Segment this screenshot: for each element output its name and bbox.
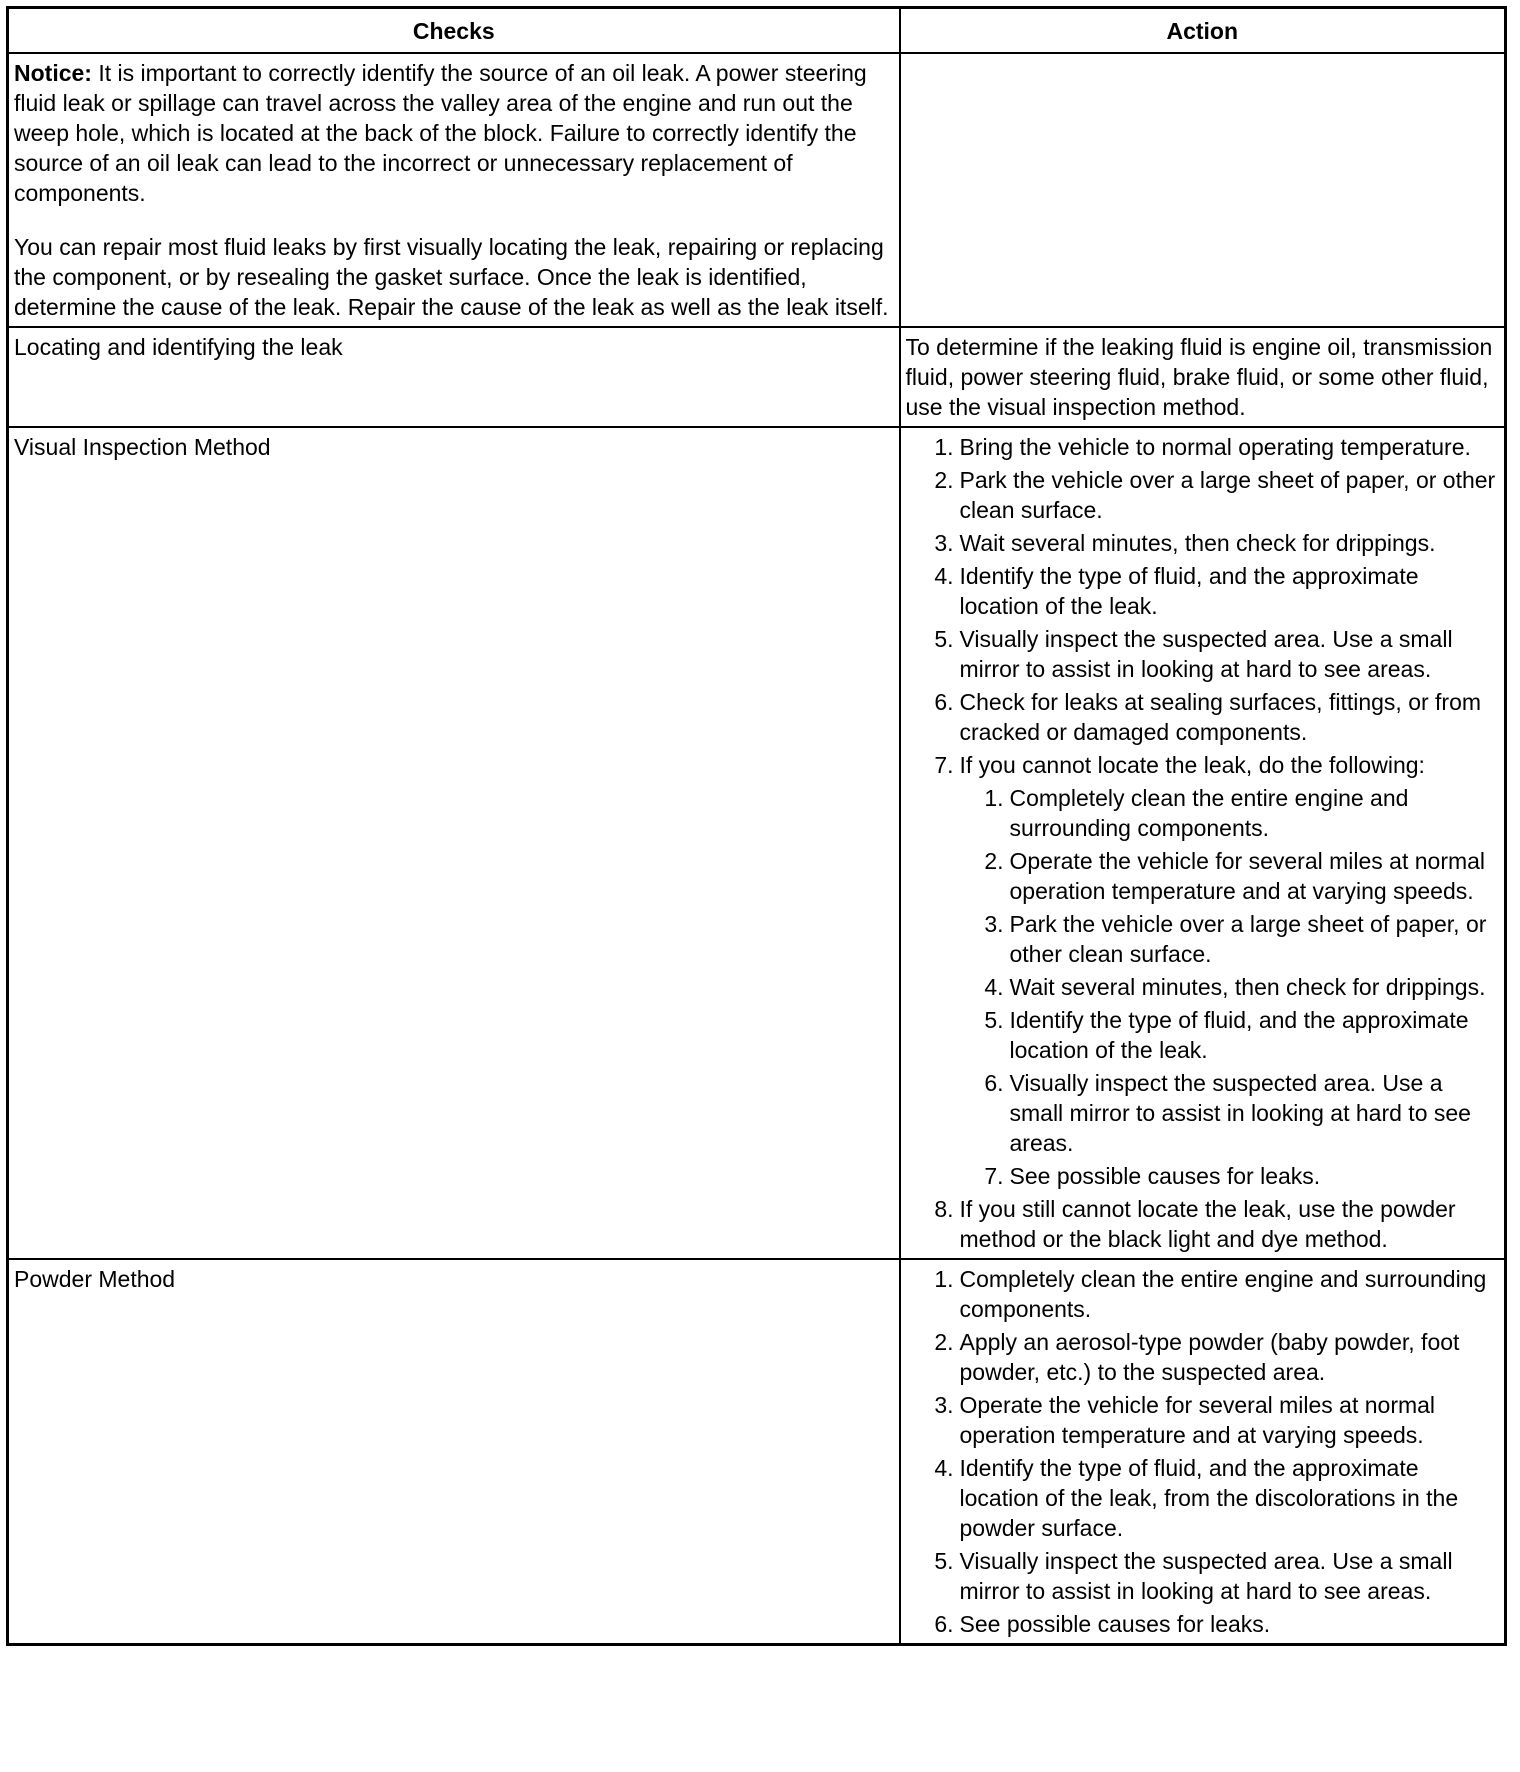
notice-label: Notice:: [14, 60, 92, 86]
step-text: If you still cannot locate the leak, use the powder method or the black light and dye method.: [959, 1196, 1456, 1252]
list-item: [906, 1390, 1500, 1450]
step-number: 2.: [934, 1329, 954, 1355]
step-text: If you cannot locate the leak, do the following:: [959, 752, 1425, 778]
substep-number: 2.: [984, 848, 1004, 874]
step-text: Operate the vehicle for several miles at normal operation temperature and at varying speeds.: [959, 1392, 1436, 1448]
step-number: 1.: [934, 434, 954, 460]
step-number: 7.: [934, 752, 954, 778]
substep-text: Identify the type of fluid, and the approximate location of the leak.: [1009, 1007, 1469, 1063]
step-text: See possible causes for leaks.: [959, 1611, 1271, 1637]
step-text: Identify the type of fluid, and the approximate location of the leak, from the discolorations in the powder surface.: [959, 1455, 1459, 1541]
step-number: 8.: [934, 1196, 954, 1222]
table-row-locating: [8, 327, 1506, 427]
step-text: Wait several minutes, then check for drippings.: [959, 530, 1436, 556]
list-item: [906, 1453, 1500, 1543]
step-text: Check for leaks at sealing surfaces, fittings, or from cracked or damaged components.: [959, 689, 1482, 745]
step-number: 3.: [934, 530, 954, 556]
visual-steps-list: [906, 432, 1500, 1254]
list-item: [960, 1068, 1500, 1158]
list-item: [906, 465, 1500, 525]
step-number: 3.: [934, 1392, 954, 1418]
list-item: [906, 528, 1500, 558]
table-header-row: [8, 8, 1506, 54]
powder-steps-list: [906, 1264, 1500, 1639]
header-checks: Checks: [8, 8, 900, 54]
step-text: Park the vehicle over a large sheet of paper, or other clean surface.: [959, 467, 1496, 523]
step-text: Bring the vehicle to normal operating temperature.: [959, 434, 1471, 460]
substep-text: Wait several minutes, then check for drippings.: [1009, 974, 1486, 1000]
list-item: [960, 1161, 1500, 1191]
visual-action: [900, 427, 1506, 1259]
substep-number: 6.: [984, 1070, 1004, 1096]
list-item: [906, 1327, 1500, 1387]
step-text: Apply an aerosol-type powder (baby powder, foot powder, etc.) to the suspected area.: [959, 1329, 1460, 1385]
step-text: Visually inspect the suspected area. Use a small mirror to assist in looking at hard to see areas.: [959, 626, 1453, 682]
list-item: [960, 972, 1500, 1002]
table-row-notice: [8, 53, 1506, 327]
visual-substeps-list: [960, 783, 1500, 1191]
powder-action: [900, 1259, 1506, 1645]
table-row-powder: [8, 1259, 1506, 1645]
substep-text: See possible causes for leaks.: [1009, 1163, 1321, 1189]
list-item: [906, 624, 1500, 684]
substep-number: 3.: [984, 911, 1004, 937]
step-number: 6.: [934, 1611, 954, 1637]
list-item: [906, 1609, 1500, 1639]
step-text: Completely clean the entire engine and surrounding components.: [959, 1266, 1487, 1322]
list-item: [906, 432, 1500, 462]
step-number: 5.: [934, 1548, 954, 1574]
substep-number: 4.: [984, 974, 1004, 1000]
list-item: [960, 846, 1500, 906]
substep-text: Visually inspect the suspected area. Use a small mirror to assist in looking at hard to see areas.: [1009, 1070, 1471, 1156]
step-number: 2.: [934, 467, 954, 493]
step-number: 5.: [934, 626, 954, 652]
notice-text: It is important to correctly identify the source of an oil leak. A power steering fluid leak or spillage can travel across the valley area of the engine and run out the weep hole, which is located at the back of the block. Failure to correctly identify the source of an oil leak can lead to the incorrect or unnecessary replacement of components.: [14, 60, 867, 206]
list-item: [906, 750, 1500, 1191]
list-item: [960, 783, 1500, 843]
step-number: 4.: [934, 1455, 954, 1481]
locating-action: To determine if the leaking fluid is engine oil, transmission fluid, power steering fluid, brake fluid, or some other fluid, use the visual inspection method.: [900, 327, 1506, 427]
list-item: [960, 909, 1500, 969]
notice-cell: [8, 53, 900, 327]
notice-paragraph: [14, 58, 894, 208]
locating-check: Locating and identifying the leak: [8, 327, 900, 427]
list-item: [906, 1194, 1500, 1254]
substep-text: Completely clean the entire engine and surrounding components.: [1009, 785, 1409, 841]
step-number: 1.: [934, 1266, 954, 1292]
step-number: 4.: [934, 563, 954, 589]
table-row-visual: [8, 427, 1506, 1259]
repair-paragraph: You can repair most fluid leaks by first visually locating the leak, repairing or replacing the component, or by resealing the gasket surface. Once the leak is identified, determine the cause of the leak. Repair the cause of the leak as well as the leak itself.: [14, 234, 889, 320]
list-item: [906, 1264, 1500, 1324]
step-text: Visually inspect the suspected area. Use a small mirror to assist in looking at hard to see areas.: [959, 1548, 1453, 1604]
visual-check: Visual Inspection Method: [8, 427, 900, 1259]
powder-check: Powder Method: [8, 1259, 900, 1645]
step-text: Identify the type of fluid, and the approximate location of the leak.: [959, 563, 1419, 619]
list-item: [960, 1005, 1500, 1065]
list-item: [906, 561, 1500, 621]
list-item: [906, 687, 1500, 747]
substep-text: Park the vehicle over a large sheet of paper, or other clean surface.: [1009, 911, 1487, 967]
substep-number: 1.: [984, 785, 1004, 811]
substep-number: 5.: [984, 1007, 1004, 1033]
header-action: Action: [900, 8, 1506, 54]
list-item: [906, 1546, 1500, 1606]
substep-number: 7.: [984, 1163, 1004, 1189]
leak-diagnosis-table: [6, 6, 1507, 1646]
substep-text: Operate the vehicle for several miles at normal operation temperature and at varying speeds.: [1009, 848, 1486, 904]
notice-action-cell: [900, 53, 1506, 327]
step-number: 6.: [934, 689, 954, 715]
